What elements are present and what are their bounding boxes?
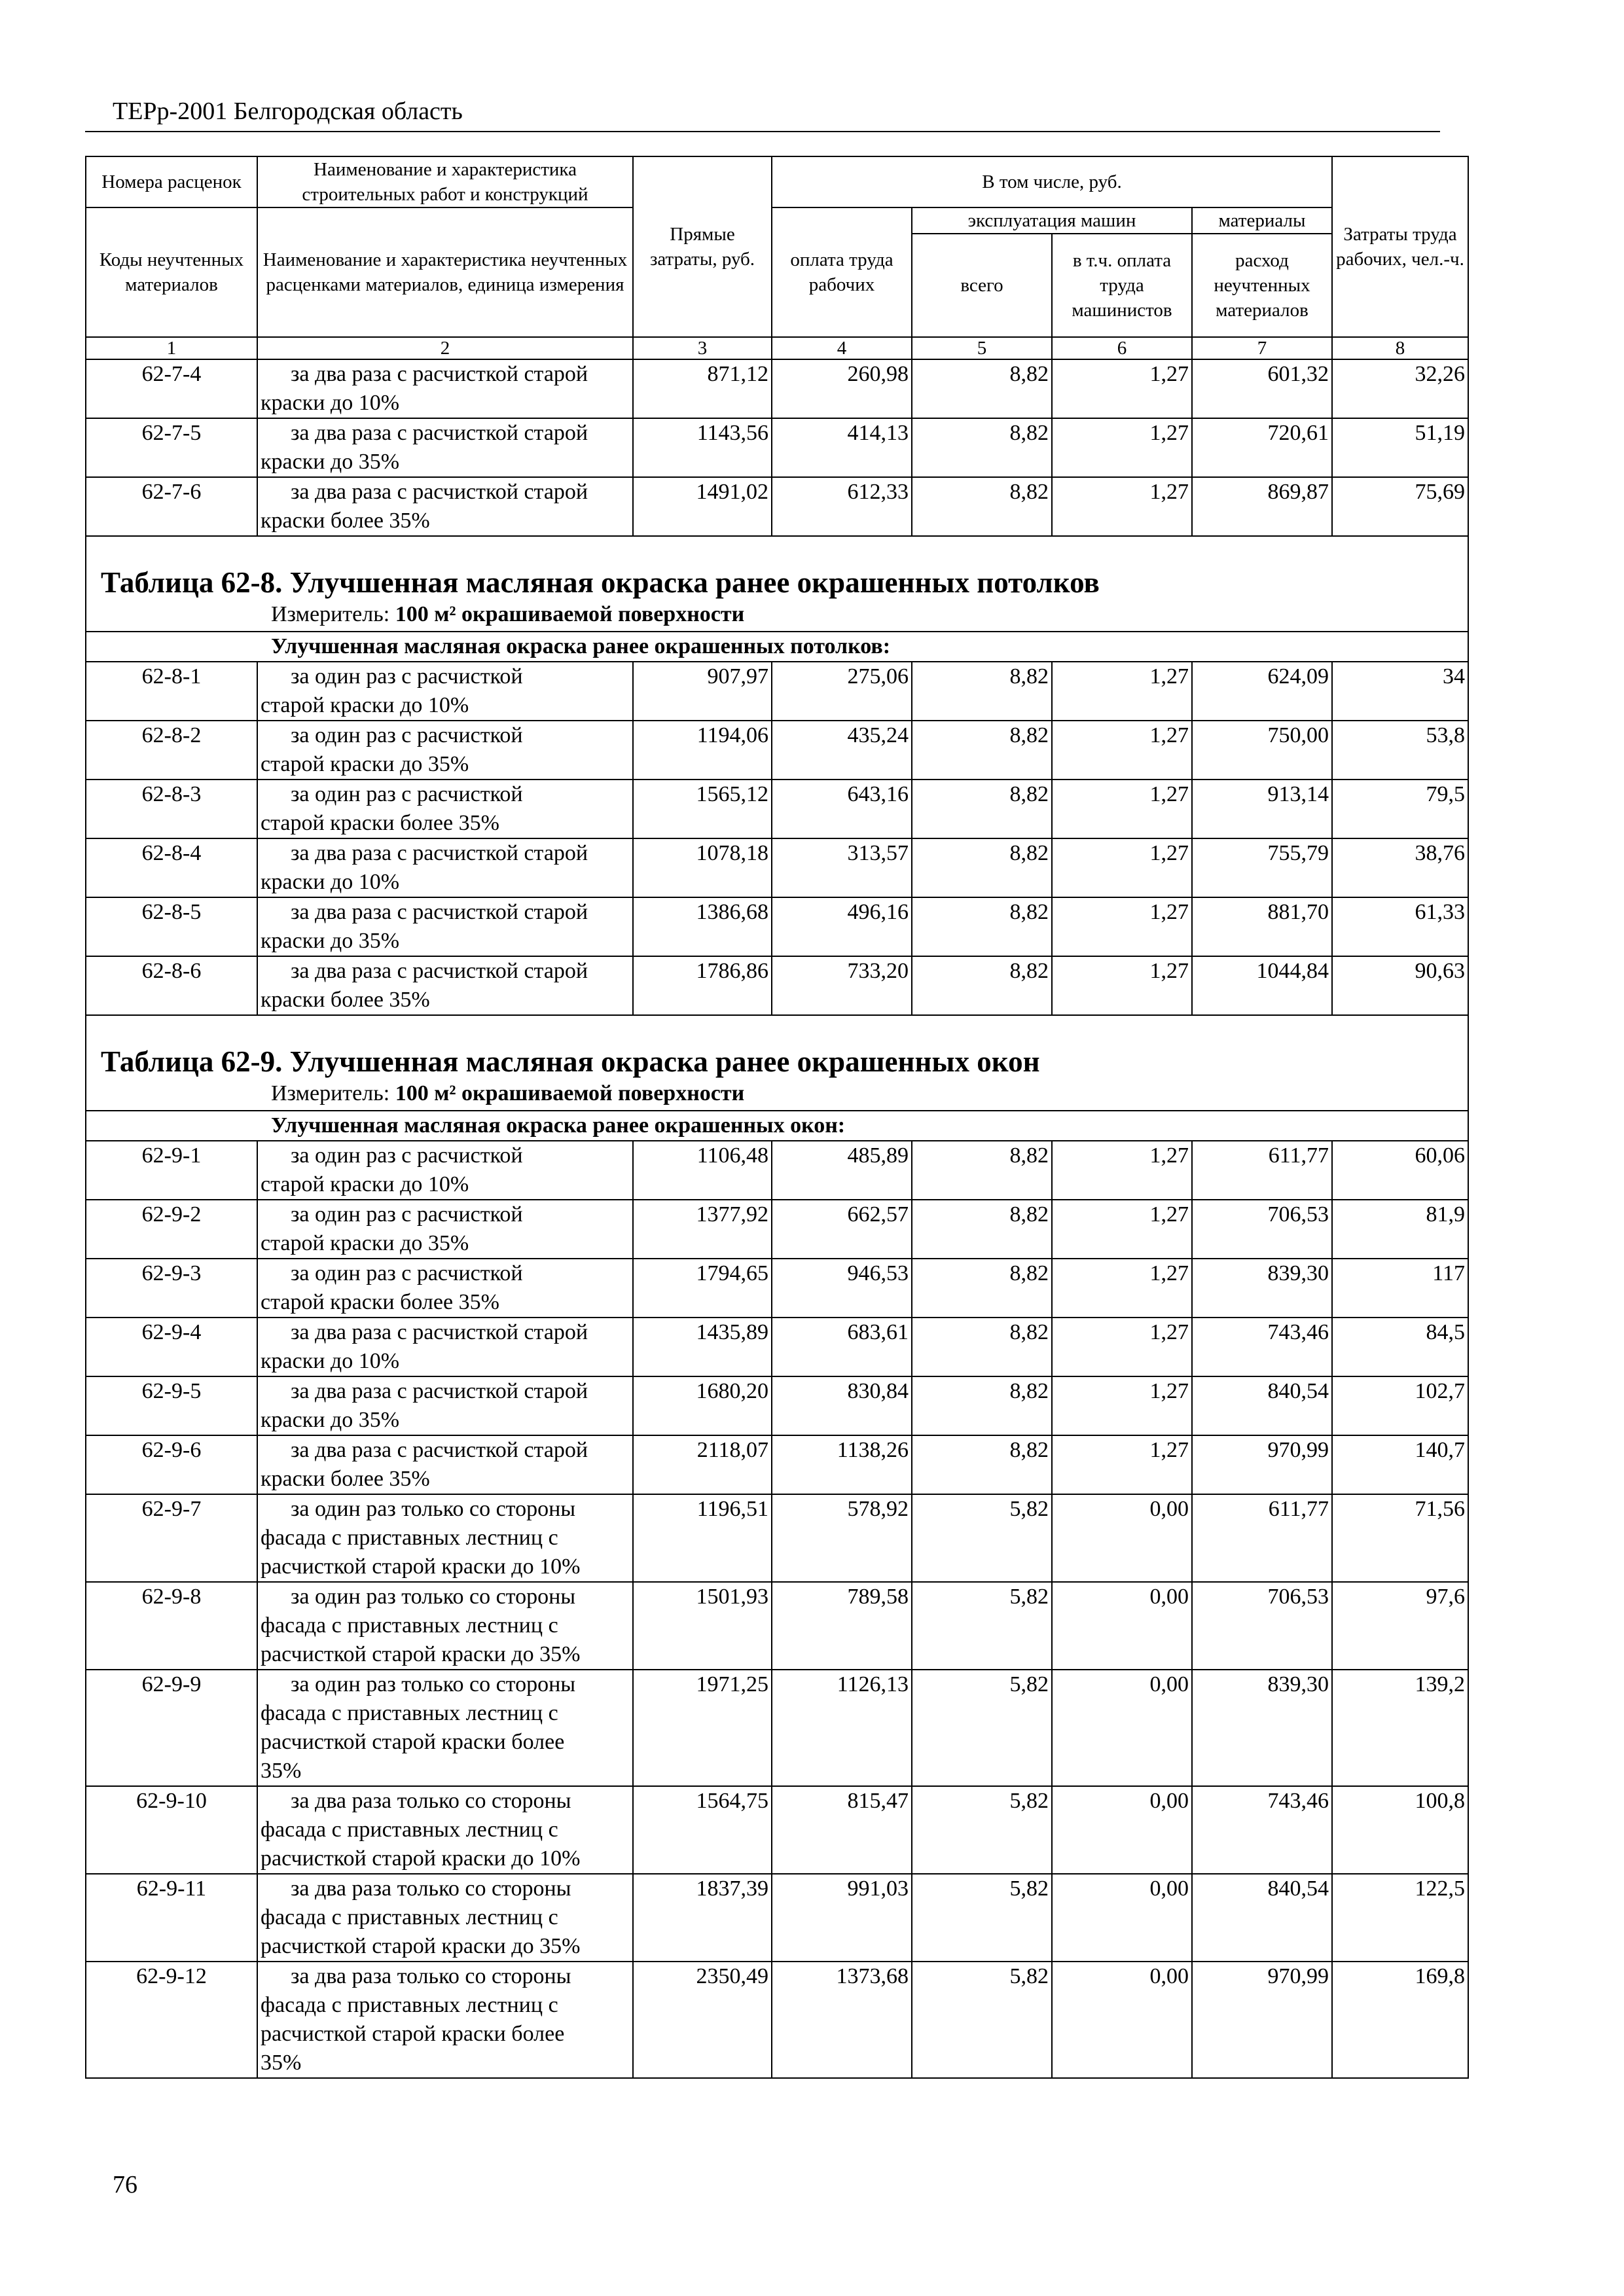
work-description	[257, 721, 633, 780]
description-line: расчисткой старой краски до 10%	[261, 1554, 581, 1579]
labor-value: 102,7	[1332, 1376, 1468, 1435]
labor-value: 71,56	[1332, 1494, 1468, 1582]
col-codes: Коды неучтенных материалов	[86, 207, 257, 337]
direct-costs-value: 1971,25	[633, 1670, 772, 1786]
description-line: старой краски более 35%	[261, 811, 499, 835]
machines-total-value: 8,82	[912, 1259, 1052, 1318]
description-line: за один раз с расчисткой	[291, 1143, 523, 1168]
materials-value: 869,87	[1192, 477, 1332, 536]
materials-value: 706,53	[1192, 1200, 1332, 1259]
description-line: краски до 10%	[261, 391, 400, 415]
col-name-main: Наименование и характеристика строительных работ и конструкций	[257, 156, 633, 207]
direct-costs-value: 1501,93	[633, 1582, 772, 1670]
direct-costs-value: 907,97	[633, 662, 772, 721]
materials-value: 840,54	[1192, 1874, 1332, 1962]
materials-value: 913,14	[1192, 780, 1332, 838]
description-line: краски более 35%	[261, 509, 430, 533]
machines-total-value: 8,82	[912, 956, 1052, 1015]
table-62-8-subheading: Улучшенная масляная окраска ранее окрашенных потолков:	[86, 632, 1468, 662]
rate-code: 62-7-5	[86, 418, 257, 477]
unit-value: 100 м² окрашиваемой поверхности	[395, 602, 745, 626]
machines-total-value: 5,82	[912, 1962, 1052, 2078]
wages-value: 260,98	[772, 359, 912, 418]
materials-value: 1044,84	[1192, 956, 1332, 1015]
wages-value: 683,61	[772, 1318, 912, 1376]
wages-value: 1126,13	[772, 1670, 912, 1786]
table-row	[86, 1435, 1468, 1494]
description-line: фасада с приставных лестниц с	[261, 1905, 558, 1929]
direct-costs-value: 1786,86	[633, 956, 772, 1015]
page-number: 76	[113, 2171, 137, 2198]
description-line: за два раза с расчисткой старой	[291, 900, 588, 924]
machine-wages-value: 0,00	[1052, 1670, 1192, 1786]
machine-wages-value: 0,00	[1052, 1494, 1192, 1582]
description-line: старой краски более 35%	[261, 1290, 499, 1314]
table-row	[86, 1786, 1468, 1874]
work-description	[257, 1318, 633, 1376]
rate-code: 62-8-2	[86, 721, 257, 780]
direct-costs-value: 1491,02	[633, 477, 772, 536]
direct-costs-value: 1196,51	[633, 1494, 772, 1582]
labor-value: 60,06	[1332, 1141, 1468, 1200]
table-62-8-unit	[86, 601, 1468, 631]
description-line: фасада с приставных лестниц с	[261, 1818, 558, 1842]
rate-code: 62-9-5	[86, 1376, 257, 1435]
wages-value: 1373,68	[772, 1962, 912, 2078]
labor-value: 169,8	[1332, 1962, 1468, 2078]
machines-total-value: 8,82	[912, 838, 1052, 897]
work-description	[257, 1259, 633, 1318]
table-row	[86, 1200, 1468, 1259]
description-line: за один раз только со стороны	[291, 1585, 576, 1609]
labor-value: 38,76	[1332, 838, 1468, 897]
labor-value: 140,7	[1332, 1435, 1468, 1494]
description-line: фасада с приставных лестниц с	[261, 1701, 558, 1725]
machine-wages-value: 1,27	[1052, 418, 1192, 477]
wages-value: 496,16	[772, 897, 912, 956]
wages-value: 830,84	[772, 1376, 912, 1435]
table-62-8-title: Таблица 62-8. Улучшенная масляная окраска ранее окрашенных потолков	[101, 566, 1100, 599]
direct-costs-value: 1143,56	[633, 418, 772, 477]
wages-value: 1138,26	[772, 1435, 912, 1494]
page-header-title: ТЕРр-2001 Белгородская область	[113, 98, 463, 125]
direct-costs-value: 1078,18	[633, 838, 772, 897]
machine-wages-value: 1,27	[1052, 1318, 1192, 1376]
col-materials-consumption: расход неучтенных материалов	[1192, 234, 1332, 337]
rate-code: 62-9-12	[86, 1962, 257, 2078]
description-line: старой краски до 10%	[261, 693, 469, 717]
machine-wages-value: 1,27	[1052, 1435, 1192, 1494]
rate-code: 62-8-5	[86, 897, 257, 956]
direct-costs-value: 1794,65	[633, 1259, 772, 1318]
materials-value: 720,61	[1192, 418, 1332, 477]
description-line: расчисткой старой краски до 35%	[261, 1642, 581, 1666]
direct-costs-value: 1377,92	[633, 1200, 772, 1259]
machines-total-value: 5,82	[912, 1874, 1052, 1962]
wages-value: 612,33	[772, 477, 912, 536]
materials-value: 624,09	[1192, 662, 1332, 721]
work-description	[257, 956, 633, 1015]
direct-costs-value: 2350,49	[633, 1962, 772, 2078]
description-line: за два раза с расчисткой старой	[291, 421, 588, 445]
work-description	[257, 1435, 633, 1494]
materials-value: 970,99	[1192, 1435, 1332, 1494]
work-description	[257, 1376, 633, 1435]
table-row	[86, 1141, 1468, 1200]
table-row	[86, 956, 1468, 1015]
direct-costs-value: 1564,75	[633, 1786, 772, 1874]
labor-value: 100,8	[1332, 1786, 1468, 1874]
wages-value: 275,06	[772, 662, 912, 721]
materials-value: 750,00	[1192, 721, 1332, 780]
machines-total-value: 5,82	[912, 1786, 1052, 1874]
col-num-3: 3	[633, 337, 772, 359]
rate-code: 62-9-8	[86, 1582, 257, 1670]
work-description	[257, 897, 633, 956]
work-description	[257, 477, 633, 536]
description-line: за один раз с расчисткой	[291, 1261, 523, 1285]
labor-value: 51,19	[1332, 418, 1468, 477]
description-line: за один раз с расчисткой	[291, 1202, 523, 1227]
table-row	[86, 1376, 1468, 1435]
col-num-1: 1	[86, 337, 257, 359]
description-line: старой краски до 35%	[261, 1231, 469, 1255]
description-line: за два раза с расчисткой старой	[291, 1379, 588, 1403]
description-line: расчисткой старой краски более	[261, 1730, 565, 1754]
description-line: фасада с приставных лестниц с	[261, 1993, 558, 2017]
machines-total-value: 8,82	[912, 1318, 1052, 1376]
description-line: 35%	[261, 1759, 302, 1783]
machine-wages-value: 1,27	[1052, 1200, 1192, 1259]
wages-value: 662,57	[772, 1200, 912, 1259]
col-name-sub: Наименование и характеристика неучтенных расценками материалов, единица измерения	[257, 207, 633, 337]
labor-value: 53,8	[1332, 721, 1468, 780]
materials-value: 840,54	[1192, 1376, 1332, 1435]
materials-value: 970,99	[1192, 1962, 1332, 2078]
materials-value: 839,30	[1192, 1259, 1332, 1318]
col-labor: Затраты труда рабочих, чел.-ч.	[1332, 156, 1468, 337]
description-line: краски до 10%	[261, 1349, 400, 1373]
work-description	[257, 1670, 633, 1786]
labor-value: 75,69	[1332, 477, 1468, 536]
table-row	[86, 1259, 1468, 1318]
machines-total-value: 8,82	[912, 1141, 1052, 1200]
machine-wages-value: 1,27	[1052, 1141, 1192, 1200]
labor-value: 122,5	[1332, 1874, 1468, 1962]
description-line: краски до 10%	[261, 870, 400, 894]
labor-value: 79,5	[1332, 780, 1468, 838]
table-row	[86, 1670, 1468, 1786]
description-line: за один раз с расчисткой	[291, 723, 523, 747]
work-description	[257, 780, 633, 838]
rate-code: 62-7-4	[86, 359, 257, 418]
direct-costs-value: 871,12	[633, 359, 772, 418]
table-62-9-rows	[86, 1141, 1468, 2078]
col-including: В том числе, руб.	[772, 156, 1332, 207]
work-description	[257, 1962, 633, 2078]
rate-code: 62-9-4	[86, 1318, 257, 1376]
table-row	[86, 1494, 1468, 1582]
description-line: фасада с приставных лестниц с	[261, 1526, 558, 1550]
direct-costs-value: 1194,06	[633, 721, 772, 780]
rate-code: 62-9-7	[86, 1494, 257, 1582]
wages-value: 733,20	[772, 956, 912, 1015]
wages-value: 313,57	[772, 838, 912, 897]
col-num-4: 4	[772, 337, 912, 359]
work-description	[257, 418, 633, 477]
wages-value: 643,16	[772, 780, 912, 838]
description-line: расчисткой старой краски до 35%	[261, 1934, 581, 1958]
machine-wages-value: 1,27	[1052, 477, 1192, 536]
rate-code: 62-9-3	[86, 1259, 257, 1318]
materials-value: 611,77	[1192, 1141, 1332, 1200]
direct-costs-value: 1435,89	[633, 1318, 772, 1376]
description-line: за два раза с расчисткой старой	[291, 1438, 588, 1462]
machine-wages-value: 1,27	[1052, 780, 1192, 838]
rate-code: 62-8-3	[86, 780, 257, 838]
table-row	[86, 662, 1468, 721]
machines-total-value: 8,82	[912, 780, 1052, 838]
description-line: за один раз с расчисткой	[291, 782, 523, 806]
table-row	[86, 721, 1468, 780]
rate-code: 62-8-6	[86, 956, 257, 1015]
rate-code: 62-8-1	[86, 662, 257, 721]
continued-rows	[86, 359, 1468, 536]
rate-code: 62-7-6	[86, 477, 257, 536]
materials-value: 743,46	[1192, 1318, 1332, 1376]
machine-wages-value: 1,27	[1052, 721, 1192, 780]
machines-total-value: 5,82	[912, 1582, 1052, 1670]
materials-value: 839,30	[1192, 1670, 1332, 1786]
description-line: за два раза с расчисткой старой	[291, 1320, 588, 1344]
machine-wages-value: 1,27	[1052, 956, 1192, 1015]
table-62-8-heading	[86, 536, 1468, 662]
rate-code: 62-9-1	[86, 1141, 257, 1200]
unit-value: 100 м² окрашиваемой поверхности	[395, 1081, 745, 1105]
materials-value: 743,46	[1192, 1786, 1332, 1874]
work-description	[257, 1786, 633, 1874]
work-description	[257, 838, 633, 897]
labor-value: 81,9	[1332, 1200, 1468, 1259]
col-materials: материалы	[1192, 207, 1332, 234]
machine-wages-value: 0,00	[1052, 1582, 1192, 1670]
col-num-8: 8	[1332, 337, 1468, 359]
materials-value: 601,32	[1192, 359, 1332, 418]
description-line: за два раза с расчисткой старой	[291, 480, 588, 504]
description-line: за два раза только со стороны	[291, 1789, 571, 1813]
description-line: за два раза с расчисткой старой	[291, 841, 588, 865]
rate-code: 62-8-4	[86, 838, 257, 897]
machines-total-value: 8,82	[912, 897, 1052, 956]
description-line: краски до 35%	[261, 929, 400, 953]
table-row	[86, 780, 1468, 838]
wages-value: 815,47	[772, 1786, 912, 1874]
materials-value: 881,70	[1192, 897, 1332, 956]
materials-value: 755,79	[1192, 838, 1332, 897]
rates-table	[85, 156, 1469, 2079]
wages-value: 414,13	[772, 418, 912, 477]
work-description	[257, 662, 633, 721]
direct-costs-value: 1837,39	[633, 1874, 772, 1962]
col-num-2: 2	[257, 337, 633, 359]
work-description	[257, 359, 633, 418]
work-description	[257, 1141, 633, 1200]
rate-code: 62-9-11	[86, 1874, 257, 1962]
description-line: за два раза с расчисткой старой	[291, 959, 588, 983]
col-machine-operation: эксплуатация машин	[912, 207, 1192, 234]
machines-total-value: 8,82	[912, 1435, 1052, 1494]
table-row	[86, 838, 1468, 897]
description-line: краски до 35%	[261, 1408, 400, 1432]
machine-wages-value: 0,00	[1052, 1874, 1192, 1962]
wages-value: 578,92	[772, 1494, 912, 1582]
col-num-7: 7	[1192, 337, 1332, 359]
rate-code: 62-9-10	[86, 1786, 257, 1874]
rate-code: 62-9-9	[86, 1670, 257, 1786]
machines-total-value: 8,82	[912, 662, 1052, 721]
description-line: за один раз только со стороны	[291, 1497, 576, 1521]
table-62-9-title: Таблица 62-9. Улучшенная масляная окраска ранее окрашенных окон	[101, 1045, 1040, 1078]
description-line: старой краски до 10%	[261, 1172, 469, 1196]
machines-total-value: 8,82	[912, 359, 1052, 418]
machine-wages-value: 1,27	[1052, 359, 1192, 418]
labor-value: 61,33	[1332, 897, 1468, 956]
machines-total-value: 8,82	[912, 477, 1052, 536]
col-direct-costs: Прямые затраты, руб.	[633, 156, 772, 337]
machines-total-value: 5,82	[912, 1670, 1052, 1786]
table-row	[86, 897, 1468, 956]
labor-value: 117	[1332, 1259, 1468, 1318]
column-numbers-row	[86, 337, 1468, 359]
machines-total-value: 5,82	[912, 1494, 1052, 1582]
wages-value: 485,89	[772, 1141, 912, 1200]
work-description	[257, 1582, 633, 1670]
machines-total-value: 8,82	[912, 721, 1052, 780]
wages-value: 991,03	[772, 1874, 912, 1962]
col-machine-total: всего	[912, 234, 1052, 337]
machines-total-value: 8,82	[912, 1200, 1052, 1259]
description-line: за один раз только со стороны	[291, 1672, 576, 1696]
materials-value: 611,77	[1192, 1494, 1332, 1582]
direct-costs-value: 1106,48	[633, 1141, 772, 1200]
description-line: 35%	[261, 2051, 302, 2075]
description-line: старой краски до 35%	[261, 752, 469, 776]
table-row	[86, 359, 1468, 418]
rate-code: 62-9-6	[86, 1435, 257, 1494]
col-rate-numbers: Номера расценок	[86, 156, 257, 207]
col-wages: оплата труда рабочих	[772, 207, 912, 337]
work-description	[257, 1874, 633, 1962]
labor-value: 139,2	[1332, 1670, 1468, 1786]
table-row	[86, 1582, 1468, 1670]
work-description	[257, 1200, 633, 1259]
table-62-9-title-cell	[86, 1015, 1468, 1111]
description-line: за два раза только со стороны	[291, 1876, 571, 1901]
table-62-9-heading	[86, 1015, 1468, 1141]
labor-value: 34	[1332, 662, 1468, 721]
machines-total-value: 8,82	[912, 418, 1052, 477]
machine-wages-value: 1,27	[1052, 1259, 1192, 1318]
description-line: за один раз с расчисткой	[291, 664, 523, 689]
direct-costs-value: 1680,20	[633, 1376, 772, 1435]
rate-code: 62-9-2	[86, 1200, 257, 1259]
table-62-9-subheading: Улучшенная масляная окраска ранее окрашенных окон:	[86, 1111, 1468, 1141]
direct-costs-value: 1386,68	[633, 897, 772, 956]
materials-value: 706,53	[1192, 1582, 1332, 1670]
labor-value: 90,63	[1332, 956, 1468, 1015]
description-line: краски более 35%	[261, 1467, 430, 1491]
col-num-6: 6	[1052, 337, 1192, 359]
description-line: фасада с приставных лестниц с	[261, 1613, 558, 1638]
table-row	[86, 1962, 1468, 2078]
description-line: за два раза только со стороны	[291, 1964, 571, 1988]
header-divider	[85, 131, 1440, 132]
machine-wages-value: 1,27	[1052, 662, 1192, 721]
direct-costs-value: 2118,07	[633, 1435, 772, 1494]
machine-wages-value: 1,27	[1052, 1376, 1192, 1435]
work-description	[257, 1494, 633, 1582]
unit-label: Измеритель:	[271, 1081, 390, 1105]
machine-wages-value: 1,27	[1052, 838, 1192, 897]
labor-value: 97,6	[1332, 1582, 1468, 1670]
machine-wages-value: 1,27	[1052, 897, 1192, 956]
description-line: расчисткой старой краски более	[261, 2022, 565, 2046]
description-line: краски более 35%	[261, 988, 430, 1012]
table-row	[86, 418, 1468, 477]
description-line: за два раза с расчисткой старой	[291, 362, 588, 386]
table-row	[86, 1318, 1468, 1376]
machine-wages-value: 0,00	[1052, 1962, 1192, 2078]
col-num-5: 5	[912, 337, 1052, 359]
table-62-8-rows	[86, 662, 1468, 1015]
machines-total-value: 8,82	[912, 1376, 1052, 1435]
col-machine-wages: в т.ч. оплата труда машинистов	[1052, 234, 1192, 337]
unit-label: Измеритель:	[271, 602, 390, 626]
labor-value: 32,26	[1332, 359, 1468, 418]
labor-value: 84,5	[1332, 1318, 1468, 1376]
description-line: расчисткой старой краски до 10%	[261, 1846, 581, 1871]
table-row	[86, 1874, 1468, 1962]
direct-costs-value: 1565,12	[633, 780, 772, 838]
wages-value: 435,24	[772, 721, 912, 780]
table-row	[86, 477, 1468, 536]
wages-value: 789,58	[772, 1582, 912, 1670]
wages-value: 946,53	[772, 1259, 912, 1318]
table-header	[86, 156, 1468, 359]
description-line: краски до 35%	[261, 450, 400, 474]
machine-wages-value: 0,00	[1052, 1786, 1192, 1874]
table-62-9-unit	[86, 1080, 1468, 1110]
table-62-8-title-cell	[86, 536, 1468, 632]
